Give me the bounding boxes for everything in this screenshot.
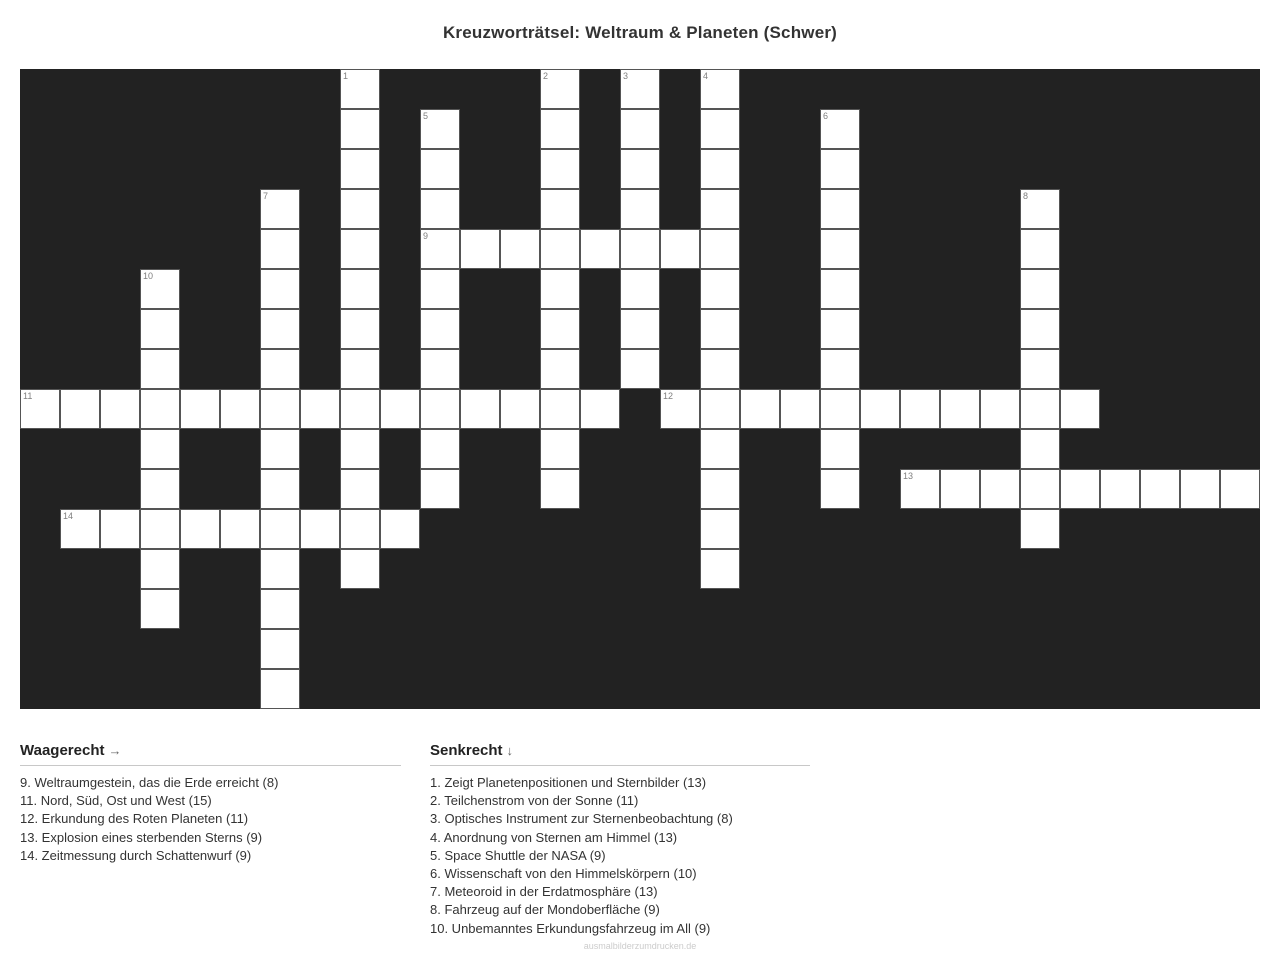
grid-cell[interactable] (1020, 469, 1060, 509)
grid-cell[interactable] (340, 469, 380, 509)
grid-cell[interactable] (1060, 389, 1100, 429)
grid-cell[interactable] (1020, 309, 1060, 349)
grid-cell[interactable] (340, 109, 380, 149)
grid-cell[interactable] (860, 389, 900, 429)
grid-cell[interactable] (700, 549, 740, 589)
cell-number: 7 (263, 191, 269, 201)
grid-cell[interactable] (820, 389, 860, 429)
cell-number: 3 (623, 71, 629, 81)
grid-cell[interactable] (260, 549, 300, 589)
grid-cell[interactable] (420, 469, 460, 509)
grid-cell[interactable] (100, 389, 140, 429)
grid-cell[interactable] (1020, 229, 1060, 269)
grid-cell[interactable] (420, 229, 460, 269)
grid-cell[interactable] (340, 309, 380, 349)
clue-item: 7. Meteoroid in der Erdatmosphäre (13) (430, 884, 658, 900)
grid-cell[interactable] (140, 429, 180, 469)
grid-cell[interactable] (620, 269, 660, 309)
grid-cell[interactable] (420, 109, 460, 149)
grid-cell[interactable] (420, 269, 460, 309)
grid-cell[interactable] (620, 189, 660, 229)
grid-cell[interactable] (700, 349, 740, 389)
cell-number: 6 (823, 111, 829, 121)
clue-item: 9. Weltraumgestein, das die Erde erreicht (8) (20, 775, 279, 790)
grid-cell[interactable] (140, 389, 180, 429)
page-title: Kreuzworträtsel: Weltraum & Planeten (Schwer) (442, 23, 838, 42)
grid-cell[interactable] (700, 469, 740, 509)
grid-cell[interactable] (620, 69, 660, 109)
grid-cell[interactable] (1020, 389, 1060, 429)
grid-cell[interactable] (620, 309, 660, 349)
grid-cell[interactable] (460, 229, 500, 269)
grid-cell[interactable] (340, 509, 380, 549)
grid-cell[interactable] (700, 269, 740, 309)
clue-item: 10. Unbemanntes Erkundungsfahrzeug im All (9) (430, 920, 711, 936)
grid-cell[interactable] (260, 469, 300, 509)
clue-item: 4. Anordnung von Sternen am Himmel (13) (430, 829, 678, 845)
grid-cell[interactable] (540, 189, 580, 229)
grid-cell[interactable] (540, 149, 580, 189)
grid-cell[interactable] (820, 109, 860, 149)
grid-cell[interactable] (820, 469, 860, 509)
grid-cell[interactable] (340, 389, 380, 429)
grid-cell[interactable] (260, 629, 300, 669)
grid-cell[interactable] (340, 149, 380, 189)
grid-cell[interactable] (500, 229, 540, 269)
grid-cell[interactable] (580, 229, 620, 269)
grid-cell[interactable] (660, 229, 700, 269)
grid-cell[interactable] (420, 349, 460, 389)
across-clues-section (20, 742, 401, 865)
grid-cell[interactable] (540, 109, 580, 149)
grid-cell[interactable] (700, 389, 740, 429)
grid-cell[interactable] (660, 389, 700, 429)
grid-cell[interactable] (140, 469, 180, 509)
across-clue-list (20, 774, 401, 865)
across-heading-label: Waagerecht (20, 742, 105, 759)
grid-cell[interactable] (380, 389, 420, 429)
grid-cell[interactable] (620, 109, 660, 149)
grid-cell[interactable] (260, 349, 300, 389)
grid-cell[interactable] (260, 229, 300, 269)
grid-cell[interactable] (180, 509, 220, 549)
grid-cell[interactable] (260, 429, 300, 469)
grid-cell[interactable] (420, 389, 460, 429)
grid-cell[interactable] (420, 429, 460, 469)
grid-cell[interactable] (260, 309, 300, 349)
grid-cell[interactable] (700, 189, 740, 229)
grid-cell[interactable] (540, 389, 580, 429)
grid-cell[interactable] (740, 389, 780, 429)
grid-cell[interactable] (1140, 469, 1180, 509)
grid-cell[interactable] (580, 389, 620, 429)
grid-cell[interactable] (260, 509, 300, 549)
grid-cell[interactable] (820, 149, 860, 189)
grid-cell[interactable] (620, 349, 660, 389)
grid-cell[interactable] (540, 69, 580, 109)
cell-number: 8 (1023, 191, 1029, 201)
cell-number: 1 (343, 71, 349, 81)
down-heading-label: Senkrecht (430, 742, 503, 759)
grid-cell[interactable] (820, 429, 860, 469)
grid-cell[interactable] (140, 269, 180, 309)
grid-cell[interactable] (900, 469, 940, 509)
grid-cell[interactable] (940, 389, 980, 429)
cell-number: 14 (63, 511, 74, 521)
clue-item: 13. Explosion eines sterbenden Sterns (9) (20, 829, 263, 845)
cell-number: 5 (423, 111, 429, 121)
grid-cell[interactable] (140, 309, 180, 349)
grid-cell[interactable] (980, 469, 1020, 509)
grid-cell[interactable] (620, 149, 660, 189)
right-arrow-icon: → (108, 743, 122, 758)
grid-cell[interactable] (20, 389, 60, 429)
grid-cell[interactable] (340, 349, 380, 389)
grid-cell[interactable] (1020, 509, 1060, 549)
clue-item: 2. Teilchenstrom von der Sonne (11) (430, 793, 639, 809)
grid-cell[interactable] (1020, 269, 1060, 309)
grid-cell[interactable] (820, 309, 860, 349)
down-arrow-icon: ↓ (506, 743, 514, 758)
grid-cell[interactable] (1020, 429, 1060, 469)
clue-item: 8. Fahrzeug auf der Mondoberfläche (9) (430, 902, 660, 918)
clue-item: 1. Zeigt Planetenpositionen und Sternbilder (13) (430, 775, 707, 790)
grid-cell[interactable] (60, 509, 100, 549)
clue-item: 14. Zeitmessung durch Schattenwurf (9) (20, 847, 252, 863)
cell-number: 10 (143, 271, 154, 281)
grid-cell[interactable] (700, 509, 740, 549)
grid-cell[interactable] (60, 389, 100, 429)
grid-cell[interactable] (260, 589, 300, 629)
grid-cell[interactable] (260, 269, 300, 309)
grid-cell[interactable] (340, 429, 380, 469)
grid-cell[interactable] (300, 389, 340, 429)
grid-cell[interactable] (220, 509, 260, 549)
crossword-grid (20, 69, 1260, 709)
grid-cell[interactable] (500, 389, 540, 429)
grid-cell[interactable] (420, 189, 460, 229)
grid-cell[interactable] (260, 389, 300, 429)
grid-cell[interactable] (1220, 469, 1260, 509)
down-clue-list (430, 774, 810, 938)
grid-cell[interactable] (700, 109, 740, 149)
grid-cell[interactable] (140, 589, 180, 629)
clue-item: 12. Erkundung des Roten Planeten (11) (20, 811, 249, 827)
grid-cell[interactable] (540, 469, 580, 509)
clue-item: 3. Optisches Instrument zur Sternenbeobachtung (8) (430, 811, 733, 827)
grid-cell[interactable] (220, 389, 260, 429)
down-clues-section (430, 742, 810, 938)
grid-cell[interactable] (260, 189, 300, 229)
footer-watermark: ausmalbilderzumdrucken.de (583, 941, 697, 951)
grid-cell[interactable] (140, 349, 180, 389)
grid-cell[interactable] (1060, 469, 1100, 509)
cell-number: 12 (663, 391, 674, 401)
grid-cell[interactable] (460, 389, 500, 429)
grid-cell[interactable] (540, 349, 580, 389)
grid-cell[interactable] (340, 549, 380, 589)
grid-cell[interactable] (340, 69, 380, 109)
grid-cell[interactable] (1020, 349, 1060, 389)
grid-cell[interactable] (420, 149, 460, 189)
cell-number: 9 (423, 231, 429, 241)
grid-cell[interactable] (540, 229, 580, 269)
grid-cell[interactable] (540, 309, 580, 349)
grid-cell[interactable] (340, 229, 380, 269)
grid-cell[interactable] (420, 309, 460, 349)
grid-cell[interactable] (820, 229, 860, 269)
grid-cell[interactable] (140, 509, 180, 549)
cell-number: 4 (703, 71, 709, 81)
grid-cell[interactable] (140, 549, 180, 589)
down-heading (430, 742, 810, 766)
grid-cell[interactable] (780, 389, 820, 429)
grid-cell[interactable] (540, 429, 580, 469)
grid-cell[interactable] (1100, 469, 1140, 509)
grid-cell[interactable] (820, 189, 860, 229)
cell-number: 11 (23, 391, 33, 401)
clue-item: 5. Space Shuttle der NASA (9) (430, 847, 606, 863)
cell-number: 2 (543, 71, 549, 81)
grid-cell[interactable] (100, 509, 140, 549)
grid-cell[interactable] (340, 269, 380, 309)
grid-cell[interactable] (1180, 469, 1220, 509)
grid-cell[interactable] (620, 229, 660, 269)
grid-cell[interactable] (1020, 189, 1060, 229)
grid-cell[interactable] (940, 469, 980, 509)
grid-cell[interactable] (700, 309, 740, 349)
cell-number: 13 (903, 471, 914, 481)
clue-item: 6. Wissenschaft von den Himmelskörpern (10) (430, 866, 697, 882)
grid-cell[interactable] (180, 389, 220, 429)
grid-cell[interactable] (700, 229, 740, 269)
grid-cell[interactable] (980, 389, 1020, 429)
grid-cell[interactable] (260, 669, 300, 709)
grid-cell[interactable] (700, 149, 740, 189)
grid-cell[interactable] (700, 69, 740, 109)
grid-cell[interactable] (380, 509, 420, 549)
grid-cell[interactable] (820, 269, 860, 309)
across-heading (20, 742, 401, 766)
grid-cell[interactable] (540, 269, 580, 309)
grid-cell[interactable] (700, 429, 740, 469)
grid-cell[interactable] (300, 509, 340, 549)
grid-cell[interactable] (900, 389, 940, 429)
grid-cell[interactable] (820, 349, 860, 389)
grid-cell[interactable] (340, 189, 380, 229)
clue-item: 11. Nord, Süd, Ost und West (15) (20, 793, 212, 809)
